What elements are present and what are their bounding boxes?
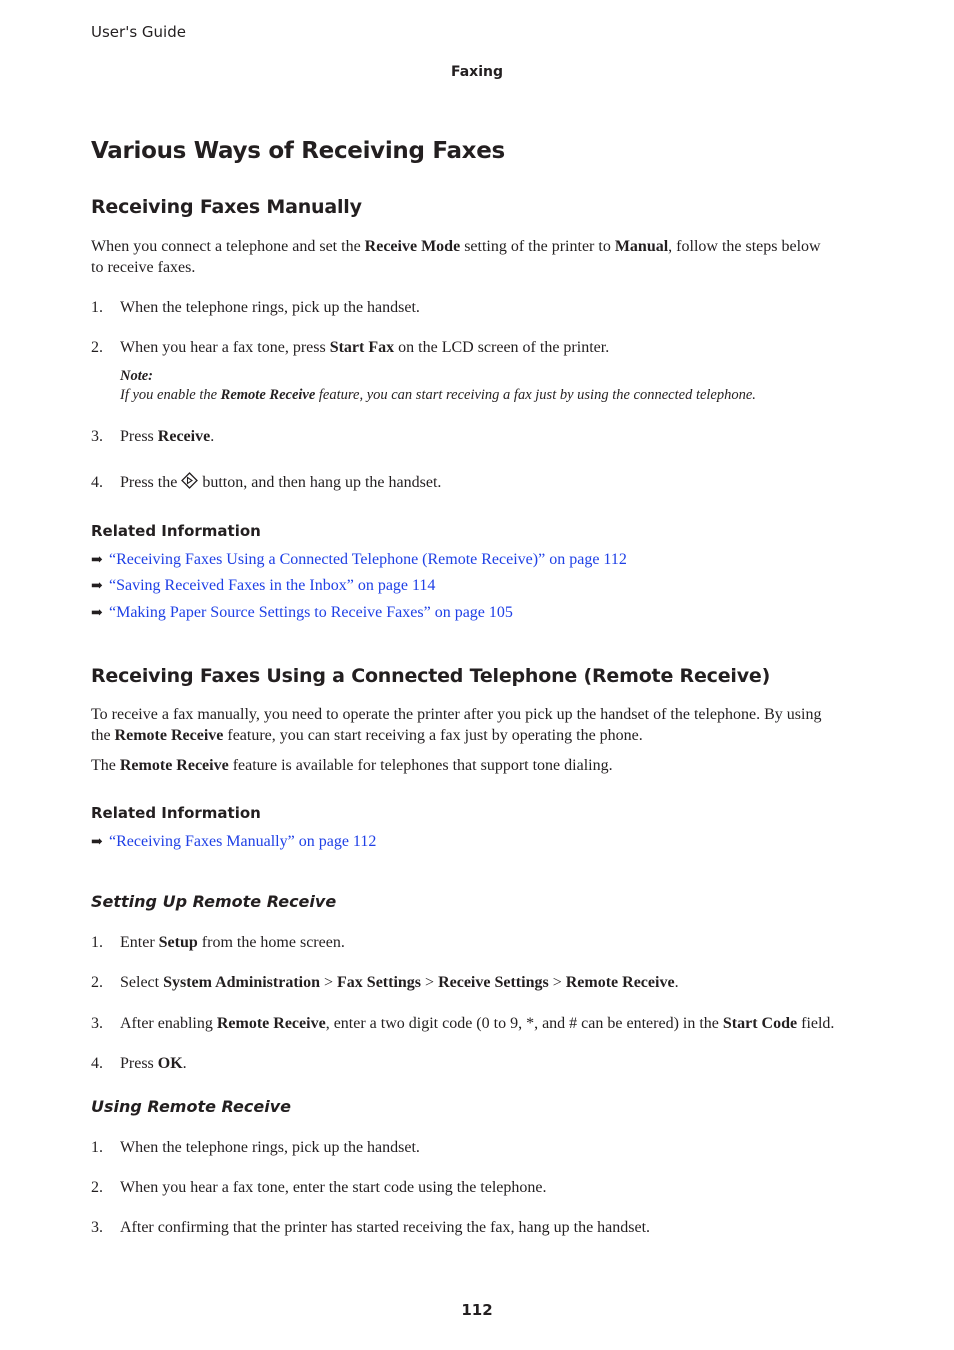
step-text: After confirming that the printer has started receiving the fax, hang up the handset. — [120, 1219, 651, 1236]
step-text: Press Receive. — [120, 428, 215, 445]
step-number: 1. — [91, 1139, 103, 1156]
arrow-right-icon: ➡ — [91, 553, 103, 568]
related-link-paper-source[interactable] — [91, 602, 513, 624]
section-header: Faxing — [450, 64, 503, 80]
step-number: 1. — [91, 934, 103, 951]
step-number: 2. — [91, 974, 103, 991]
related-link-inbox[interactable] — [91, 575, 435, 597]
arrow-right-icon: ➡ — [91, 579, 103, 594]
remote-receive-term: Remote Receive — [119, 757, 229, 774]
step-text: After enabling Remote Receive, enter a two digit code (0 to 9, *, and # can be entered) in the Start Code field. — [120, 1015, 835, 1032]
remote-availability-paragraph: The Remote Receive feature is available for telephones that support tone dialing. — [91, 757, 613, 774]
start-diamond-icon — [181, 472, 198, 495]
manual-term: Manual — [614, 238, 669, 255]
step-number: 4. — [91, 1055, 103, 1072]
remote-receive-term: Remote Receive — [114, 727, 224, 744]
step-text: Press the button, and then hang up the handset. — [120, 472, 441, 495]
running-header: User's Guide — [91, 23, 186, 41]
step-number: 2. — [91, 1179, 103, 1196]
related-link-remote-receive[interactable] — [91, 549, 627, 571]
note-block — [120, 367, 880, 405]
step-text: Press OK. — [120, 1055, 187, 1072]
remote-intro-paragraph: To receive a fax manually, you need to operate the printer after you pick up the handset of the telephone. By using the Remote Receive feature, you can start receiving a fax just by operating the phone. — [91, 706, 822, 744]
related-link-text[interactable]: “Receiving Faxes Manually” on page 112 — [109, 833, 377, 850]
note-label: Note: — [120, 368, 154, 384]
related-information-heading: Related Information — [91, 804, 261, 822]
page-title: Various Ways of Receiving Faxes — [91, 138, 505, 164]
manual-intro-paragraph: When you connect a telephone and set the Receive Mode setting of the printer to Manual, follow the steps below to receive faxes. — [91, 238, 821, 276]
page-number: 112 — [461, 1301, 493, 1319]
note-text: If you enable the Remote Receive feature, you can start receiving a fax just by using the connected telephone. — [120, 387, 756, 403]
step-text: Select System Administration > Fax Settings > Receive Settings > Remote Receive. — [120, 974, 679, 991]
step-number: 3. — [91, 1015, 103, 1032]
related-link-text[interactable]: “Receiving Faxes Using a Connected Telephone (Remote Receive)” on page 112 — [109, 551, 627, 568]
step-text: When you hear a fax tone, enter the start code using the telephone. — [120, 1179, 547, 1196]
step-number: 1. — [91, 299, 103, 316]
remote-receive-term: Remote Receive — [220, 387, 316, 403]
receive-term: Receive — [157, 428, 211, 445]
heading-remote-receive: Receiving Faxes Using a Connected Telephone (Remote Receive) — [91, 665, 771, 687]
step-number: 4. — [91, 474, 103, 491]
step-text: When you hear a fax tone, press Start Fax on the LCD screen of the printer. — [120, 339, 610, 356]
step-number: 3. — [91, 1219, 103, 1236]
step-number: 2. — [91, 339, 103, 356]
step-text: When the telephone rings, pick up the handset. — [120, 1139, 420, 1156]
arrow-right-icon: ➡ — [91, 606, 103, 621]
receive-mode-term: Receive Mode — [364, 238, 461, 255]
heading-using-remote-receive: Using Remote Receive — [91, 1097, 291, 1116]
related-link-text[interactable]: “Saving Received Faxes in the Inbox” on page 114 — [109, 577, 436, 594]
step-text: When the telephone rings, pick up the handset. — [120, 299, 420, 316]
heading-setting-up-remote-receive: Setting Up Remote Receive — [91, 892, 337, 911]
arrow-right-icon: ➡ — [91, 835, 103, 850]
related-information-heading: Related Information — [91, 522, 261, 540]
step-number: 3. — [91, 428, 103, 445]
related-link-manual[interactable] — [91, 831, 376, 853]
start-fax-term: Start Fax — [329, 339, 395, 356]
step-text: Enter Setup from the home screen. — [120, 934, 345, 951]
related-link-text[interactable]: “Making Paper Source Settings to Receive Faxes” on page 105 — [109, 604, 513, 621]
heading-receiving-faxes-manually: Receiving Faxes Manually — [91, 196, 362, 218]
